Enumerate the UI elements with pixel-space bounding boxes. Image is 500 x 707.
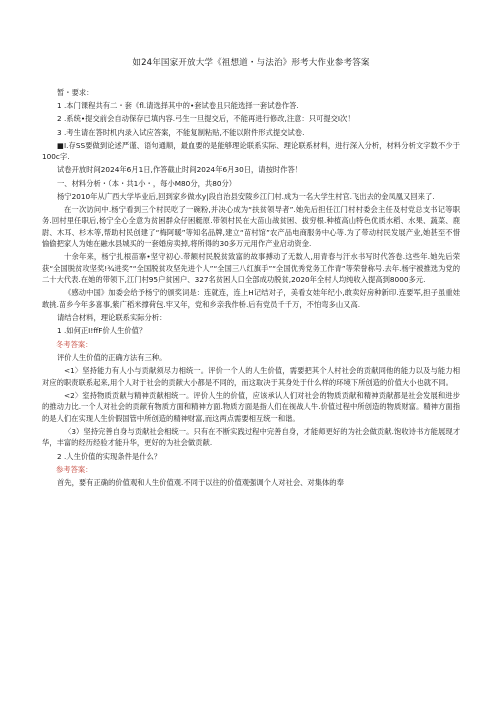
answer-paragraph: <2〉室持物质贡献与精神贡献相统一。评价人生的价值，应该承认人们对社会的物质贡献和精神贡献都是社会发展和进步的推动力比.一个人对社会的贡献有物质方面和精神方面.物质方面是指人们在视战人牛.价值过程中所创造的物质财富。精神方面指的是人们在实现人生价假国管中所创造的精神财富,而这两点需要相互统一和谐。: [42, 390, 460, 423]
answer-block-1: [42, 352, 460, 462]
question-paragraph: 1 .如何正I!ffF价人生价值？: [57, 326, 147, 336]
question-paragraph: 杨宁2010年从广西大学毕业后,回到家乡做水y|段自治县安陵乡江门村.成为一名大学生村官.飞出去的金凤凰又回来了.: [57, 191, 435, 201]
question-paragraph: 试卷开放时间2024年6月1日,作答截止时间2024年6月30日，请按时作答！: [57, 165, 303, 175]
question-paragraph: 在一次访问中.杨宁看到三个村民吃了一碗粉,并决心成为“扶贫领导者”.她先后担任江门村村委会主任及村党总支书记等职务.回村里任职后,杨宁全心全意为贫困群众仔困艇原.带领村民在大苗山战贫困、拔穷根.种植高山特色优质水稻、水果、蔬菜、鹿尉、木耳、杉木等,帮助村民创建了“梅阿暖”等知名品牌,建立“苗村馆”农产品电商服务中心等.为了带动村民发展产业,她甚至不惜愉偷把家人为她在融水县城买的一套婚房卖掉,将所得的30多万元用作产业启动资金.: [42, 205, 460, 249]
answer-paragraph: <1〉坚持能力有人小与贡献须尽力相统一。评价一个人的人生价值，需要把其个人村社会的贡献同他的能力以及与能力相对应的职责联系起来,用个人对于社会的贡献大小都是不同的，而这取决于其身处于什么样的环境下所创造的价值大小也就不同。: [42, 366, 460, 387]
question-paragraph: 请结合材料，理论联系实际分析：: [57, 313, 167, 323]
question-paragraph: 暂・要求：: [57, 88, 94, 97]
answer-paragraph: 首先，要有正确的价值观和人生价值观.不同于以往的价值观强调个人对社会、对集体的奉: [57, 478, 344, 488]
answer-paragraph: 2 .人生价值的实现条件是什么？: [57, 451, 162, 461]
reference-answer-label-1: 冬考答案：: [56, 339, 93, 349]
answer-paragraph: 评价人生价值的正确方法有三种。: [57, 353, 167, 363]
document-title: 如24年国家开放大学《祖想道・与法治》形考大作业参考答案: [132, 58, 370, 68]
question-paragraph: 十余年来，杨宁扎根苗寨•坚守初心.带额村民脱贫致富的故事搏动了无数人,用青春与汗水书写时代答卷.这些年.她先后荣获“全国脱贫攻坚奖!¾进奖”“全国脱贫攻坚先进个人”“全国三八红旗手”“全国优秀党务工作青”等荣誉称号.去年.杨宇被推选为党的二十大代表.在她的带领下,江门村95户贫困户、327名贫困人口全部成功脱贫,2020年全村人均纯收入提高到8000多元.: [42, 252, 460, 285]
question-paragraph: 一、材料分析・（本・共1小・，每小M80分，共80分）: [57, 178, 237, 188]
question-paragraph: 3 .考生请在答时机内录入试应答案，不能复制粘贴,不能以附件形式提交试卷.: [57, 127, 305, 137]
answer-block-2: [42, 477, 460, 488]
question-paragraph: 2 .系统•提交前会自动保存已填内容.弓生一旦提交后，不能再进行修改,注意：只可提交I次！: [57, 114, 355, 124]
question-paragraph: 1 .本门课程共有二・套《fl.请选择其中的•套试卷且只能选择一套试卷作答.: [57, 101, 299, 111]
question-paragraph: ■I.存SS要做到论述严谨、语句通顺，最血要的是能够理论联系实际、理论联系材料，进行深入分析，材料分析文字数不少于100c字.: [42, 140, 460, 162]
question-paragraph: 《感动中国》加委会给予杨宁的颁奖词是：连就连，连上H记结对子，美看女娃年纪小,敢卖好房种新印.连要军,担子虽重娃敢挑.苗乡今年多喜事,紫广稻米撑荷包.牢又年，党和乡亲我作桥.后有党员千千万，不怕弯多山又高.: [42, 288, 460, 309]
reference-answer-label-2: 参考答案：: [56, 464, 93, 474]
answer-paragraph: 〈3）坚持完善自身与贡献社会相统一。只有在不断实践过程中完善自身，才能师更好的为社会做贡献.饱收诗书方能展现才华，丰富的经历经验才能升华，更好的为社会做贡献.: [42, 426, 460, 448]
question-block: [42, 87, 460, 337]
